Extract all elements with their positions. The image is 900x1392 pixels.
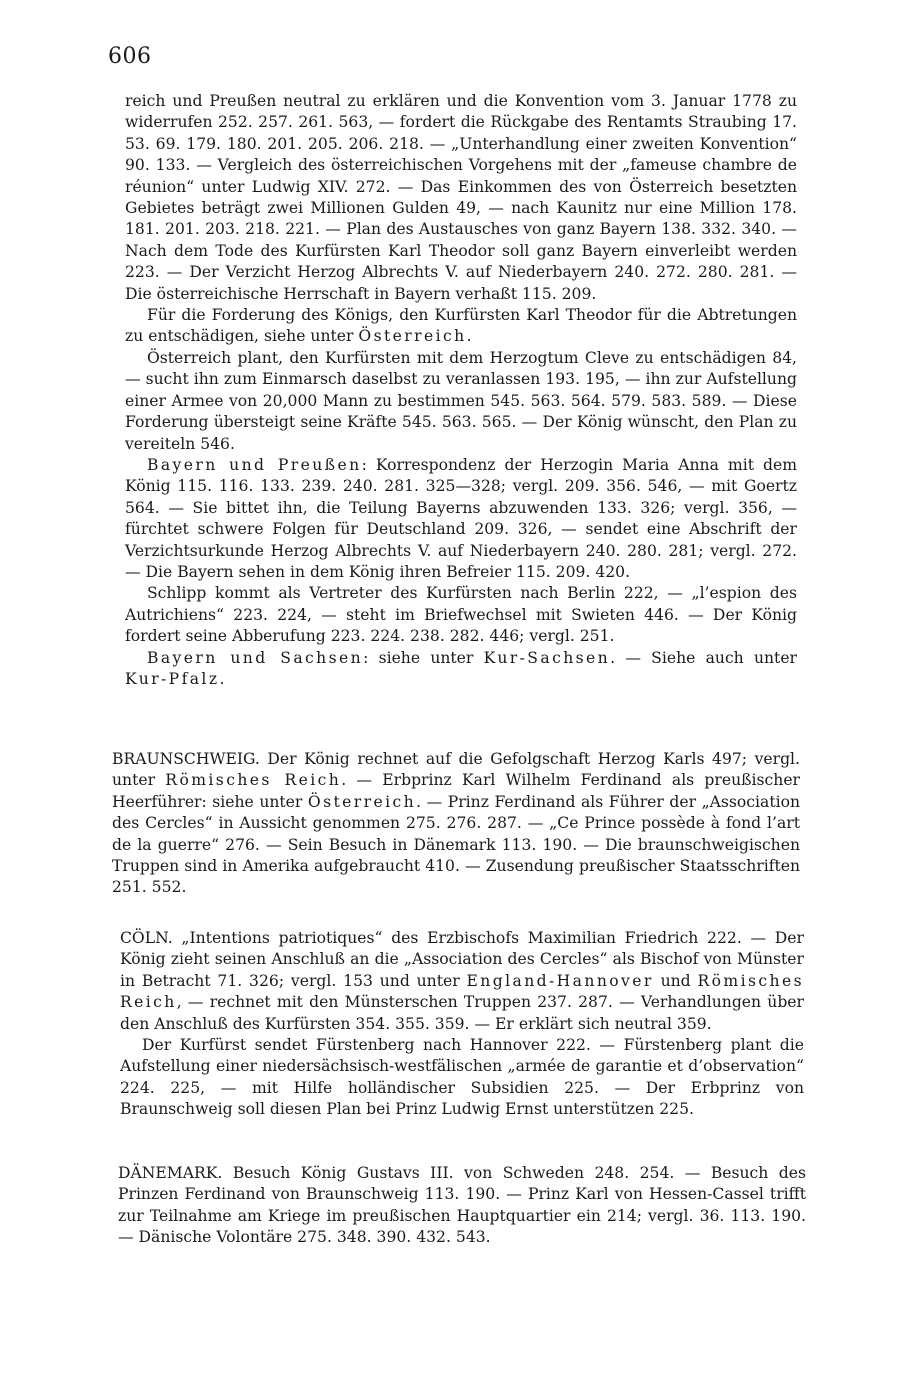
text-run: „Intentions patriotiques“ des Erzbischofs Maximilian Friedrich 222. — Der König zieht seinen Anschluß an die „Association des Cercles“ als Bischof von Münster in Betracht 71. 326; vergl. 153 und unter	[120, 929, 804, 990]
text-run: : Korrespondenz der Herzogin Maria Anna mit dem König 115. 116. 133. 239. 240. 281. 325—328; vergl. 209. 356. 546, — mit Goertz 564. — Sie bittet ihn, die Teilung Bayerns abzuwenden 133. 326; vergl. 356, — fürchtet schwere Folgen für Deutschland 209. 326, — sendet eine Abschrift der Verzichtsurkunde Herzog Albrechts V. auf Niederbayern 240. 280. 281; vergl. 272. — Die Bayern sehen in dem König ihren Befreier 115. 209. 420.	[125, 455, 797, 581]
paragraph: reich und Preußen neutral zu erklären und die Konvention vom 3. Januar 1778 zu widerrufen 252. 257. 261. 563, — fordert die Rückgabe des Rentamts Straubing 17. 53. 69. 179. 180. 201. 205. 206. 218. — „Unterhandlung einer zweiten Konvention“ 90. 133. — Vergleich des österreichischen Vorgehens mit der „fameuse chambre de réunion“ unter Ludwig XIV. 272. — Das Einkommen des von Österreich besetzten Gebietes beträgt zwei Millionen Gulden 49, — nach Kaunitz nur eine Million 178. 181. 201. 203. 218. 221. — Plan des Austausches von ganz Bayern 138. 332. 340. — Nach dem Tode des Kurfürsten Karl Theodor soll ganz Bayern einverleibt werden 223. — Der Verzicht Herzog Albrechts V. auf Niederbayern 240. 272. 280. 281. — Die österreichische Herrschaft in Bayern verhaßt 115. 209.	[125, 92, 797, 303]
text-run: . — Erbprinz Karl Wilhelm Ferdinand als preußischer Heerführer: siehe unter	[112, 771, 800, 811]
paragraph	[125, 648, 797, 691]
entry-daenemark	[118, 1163, 806, 1249]
text-run: und	[653, 971, 698, 990]
cross-reference: Kur-Sachsen	[483, 648, 611, 667]
cross-reference: Kur-Pfalz	[125, 669, 220, 688]
paragraph	[125, 305, 797, 348]
cross-reference: Römisches Reich	[120, 971, 804, 1012]
subheading: Bayern und Preußen	[147, 455, 362, 474]
text-run: . — Siehe auch unter	[610, 648, 797, 667]
paragraph: Der Kurfürst sendet Fürstenberg nach Hannover 222. — Fürstenberg plant die Aufstellung einer niedersächsisch-westfälischen „armée de garantie et d’observation“ 224. 225, — mit Hilfe holländischer Subsidien 225. — Der Erbprinz von Braunschweig soll diesen Plan bei Prinz Ludwig Ernst unterstützen 225.	[120, 1036, 804, 1119]
text-run: : siehe unter	[363, 648, 484, 667]
paragraph: Österreich plant, den Kurfürsten mit dem Herzogtum Cleve zu entschädigen 84, — sucht ihn zum Einmarsch daselbst zu veranlassen 193. 195, — ihn zur Aufstellung einer Armee von 20,000 Mann zu bestimmen 545. 563. 564. 579. 583. 589. — Diese Forderung übersteigt seine Kräfte 545. 563. 565. — Der König wünscht, den Plan zu vereiteln 546.	[125, 348, 797, 453]
page-number: 606	[108, 44, 152, 69]
text-run: .	[219, 669, 225, 688]
text-run: .	[466, 327, 472, 346]
text-run: Der König rechnet auf die Gefolgschaft Herzog Karls 497; vergl. unter	[112, 750, 800, 790]
paragraph	[120, 928, 804, 1035]
entry-coeln	[120, 928, 804, 1121]
paragraph: Schlipp kommt als Vertreter des Kurfürsten nach Berlin 222, — „l’espion des Autrichiens“ 223. 224, — steht im Briefwechsel mit Swieten 446. — Der König fordert seine Abberufung 223. 224. 238. 282. 446; vergl. 251.	[125, 584, 797, 646]
text-run: Besuch König Gustavs III. von Schweden 248. 254. — Besuch des Prinzen Ferdinand von Braunschweig 113. 190. — Prinz Karl von Hessen-Cassel trifft zur Teilnahme am Kriege im preußischen Hauptquartier ein 214; vergl. 36. 113. 190. — Dänische Volontäre 275. 348. 390. 432. 543.	[118, 1164, 806, 1247]
paragraph	[118, 1163, 806, 1249]
entry-heading: CÖLN.	[120, 929, 173, 947]
text-run: Für die Forderung des Königs, den Kurfürsten Karl Theodor für die Abtretungen zu entschädigen, siehe unter	[125, 306, 797, 346]
paragraph	[125, 455, 797, 583]
cross-reference: Österreich	[358, 327, 467, 346]
entry-bayern-continued	[125, 91, 797, 690]
cross-reference: England-Hannover	[466, 971, 654, 990]
entry-braunschweig	[112, 749, 800, 899]
cross-reference: Römisches Reich	[165, 771, 342, 790]
text-run: . — Prinz Ferdinand als Führer der „Association des Cercles“ in Aussicht genommen 275. 276. 287. — „Ce Prince possède à fond l’art de la guerre“ 276. — Sein Besuch in Dänemark 113. 190. — Die braunschweigischen Truppen sind in Amerika aufgebraucht 410. — Zusendung preußischer Staatsschriften 251. 552.	[112, 792, 801, 897]
text-run: , — rechnet mit den Münsterschen Truppen 237. 287. — Verhandlungen über den Anschluß des Kurfürsten 354. 355. 359. — Er erklärt sich neutral 359.	[120, 993, 804, 1033]
cross-reference: Österreich	[307, 792, 417, 811]
paragraph	[112, 749, 800, 899]
entry-heading: DÄNEMARK.	[118, 1164, 223, 1182]
subheading: Bayern und Sachsen	[147, 648, 364, 667]
entry-heading: BRAUNSCHWEIG.	[112, 750, 260, 768]
